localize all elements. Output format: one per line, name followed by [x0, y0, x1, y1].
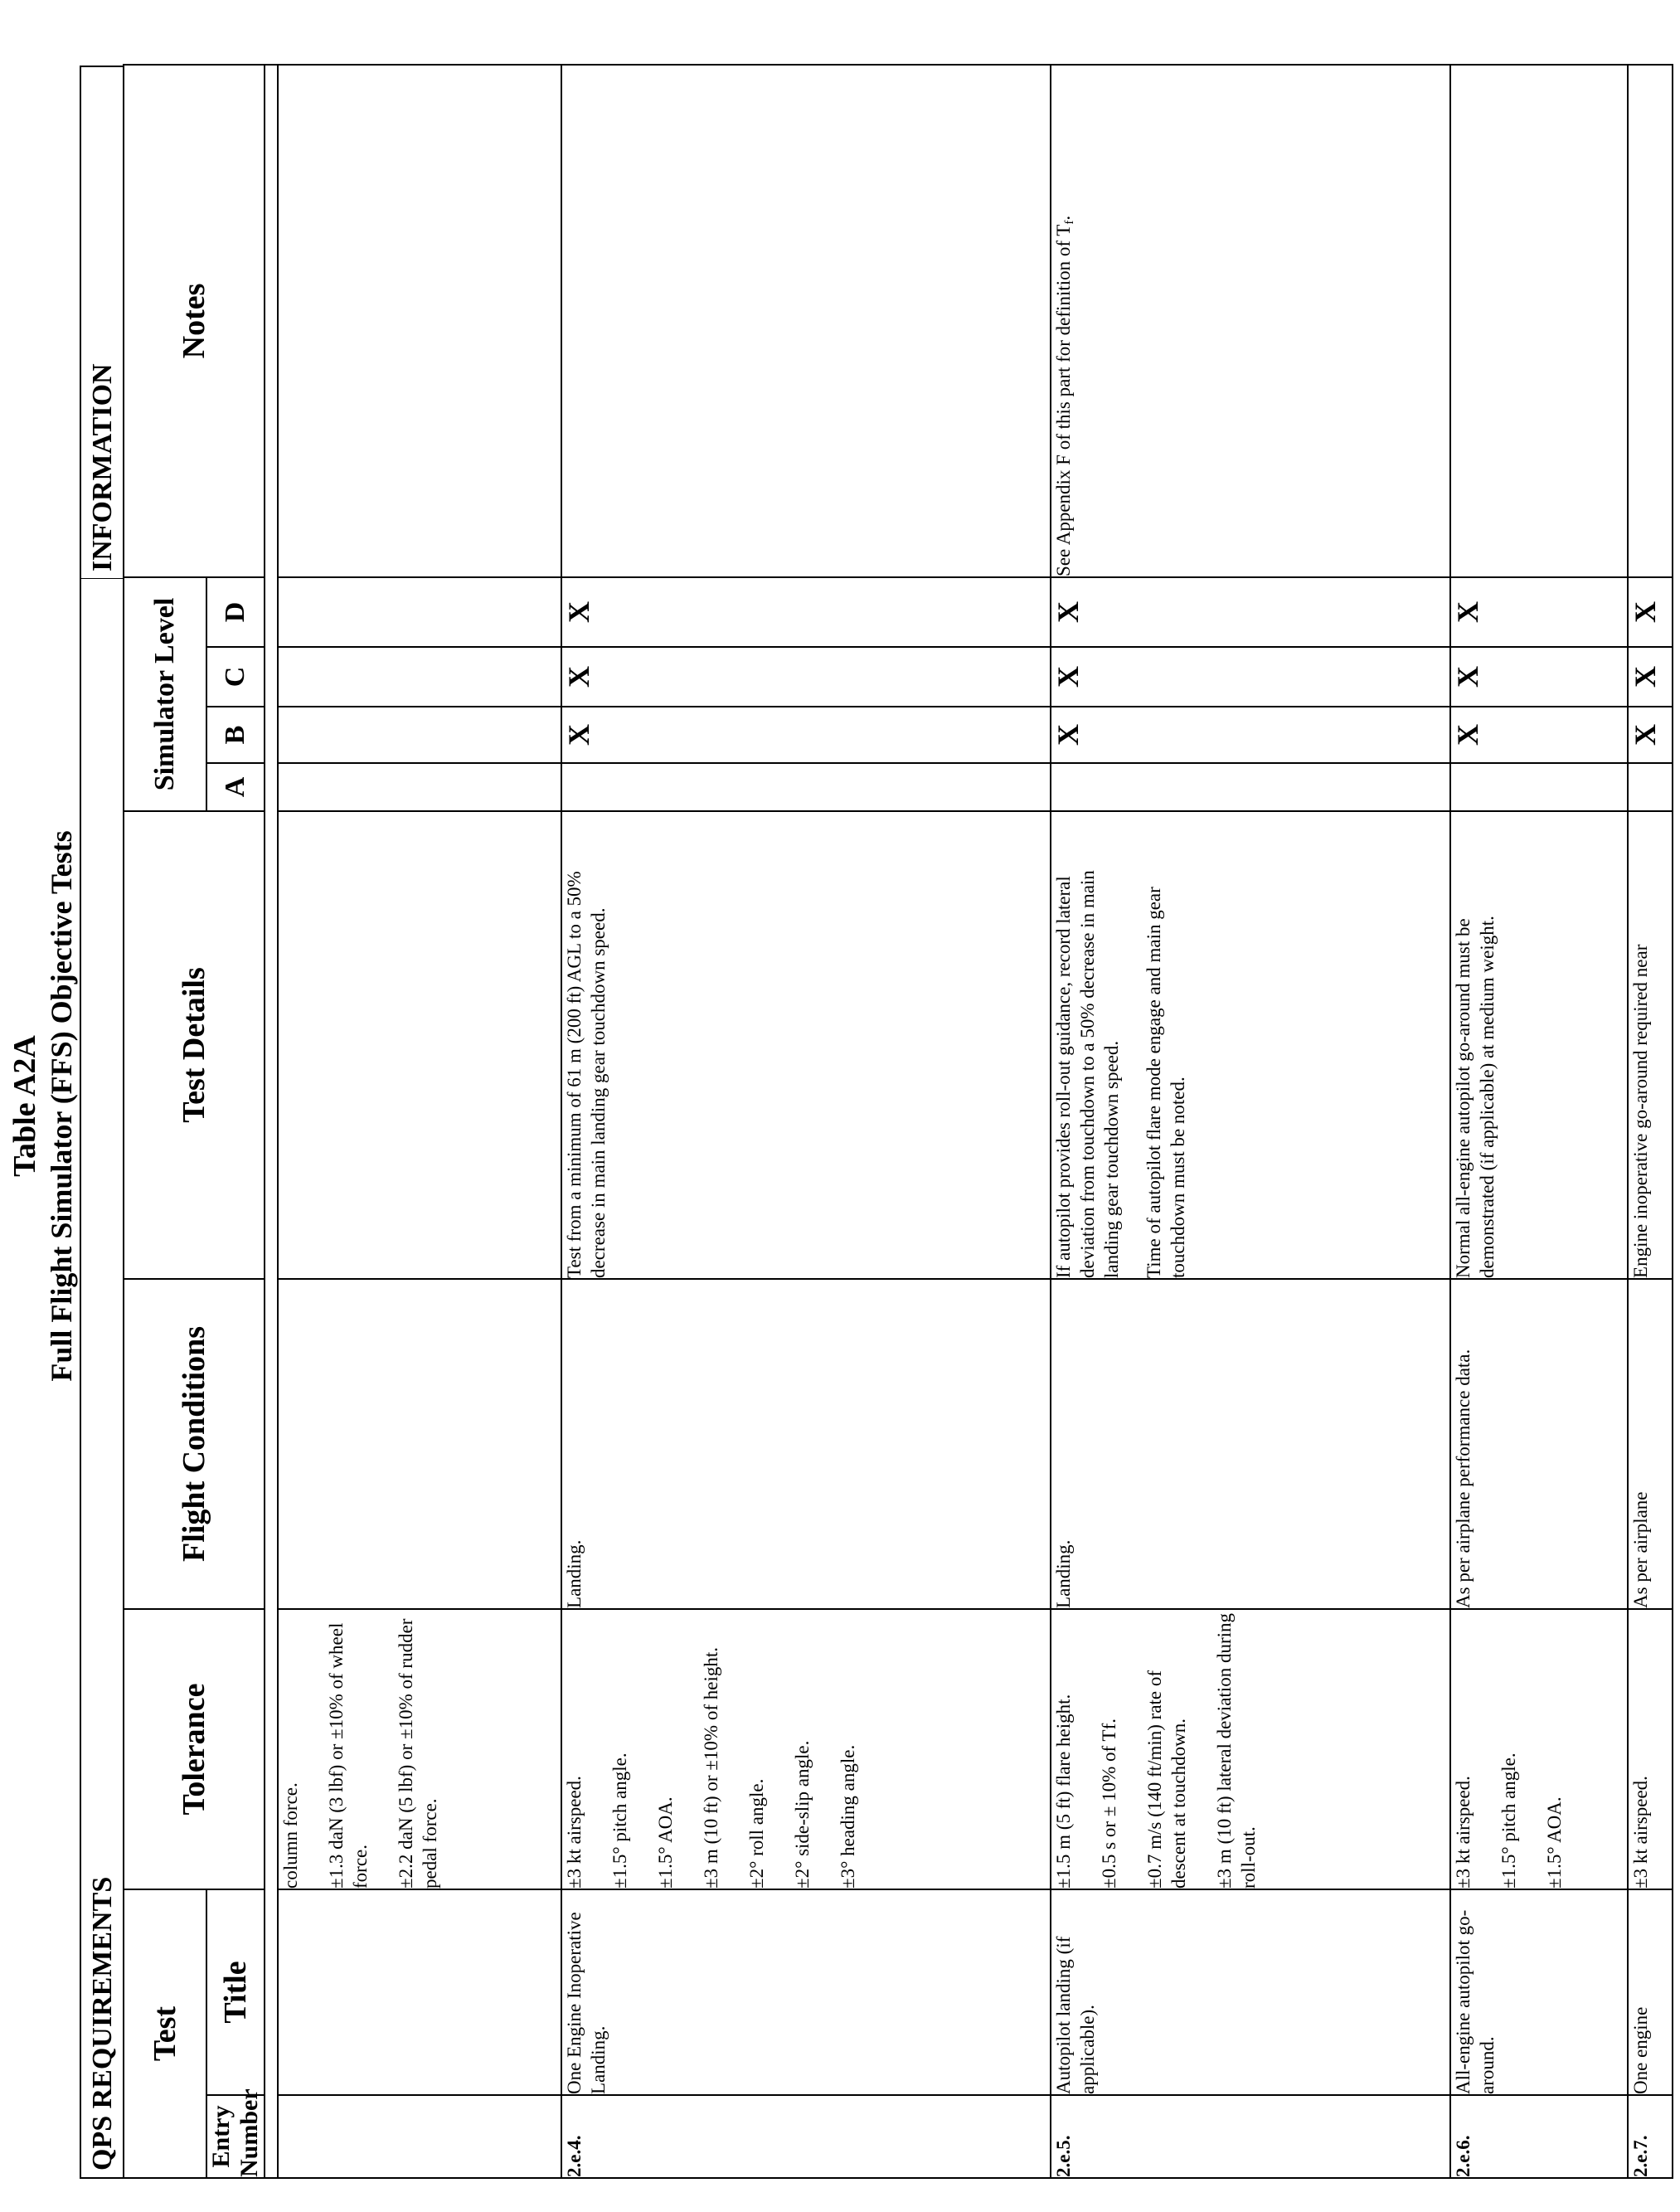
- test-details-text: If autopilot provides roll-out guidance, record lateral deviation from touchdown to a 50% decrease in main landing gear touchdown speed.: [1053, 870, 1122, 1278]
- notes-cell: [1450, 65, 1628, 577]
- notes-cell: [278, 65, 561, 577]
- table-row: [561, 65, 1051, 2178]
- tolerance-item: ±1.5° pitch angle.: [609, 1753, 630, 1889]
- header-test-details: Test Details: [124, 811, 265, 1279]
- tolerance-item: ±2.2 daN (5 lbf) or ±10% of rudder pedal force.: [396, 1618, 440, 1889]
- test-details-cell: [561, 811, 1051, 1279]
- entry-number: 2.e.5.: [1051, 2095, 1450, 2178]
- tolerance-item: ±1.5° AOA.: [1544, 1796, 1565, 1889]
- tolerance-item: ±3 m (10 ft) lateral deviation during roll-out.: [1214, 1613, 1259, 1889]
- level-a-cell: [278, 763, 561, 811]
- information-band: [80, 66, 123, 578]
- test-title: One engine: [1628, 1889, 1673, 2095]
- table-title: Full Flight Simulator (FFS) Objective Tests: [45, 830, 78, 1382]
- tolerance-item: ±3 kt airspeed.: [564, 1776, 585, 1889]
- tolerance-item: ±3 kt airspeed.: [1630, 1776, 1651, 1889]
- tolerance-item: ±1.3 daN (3 lbf) or ±10% of wheel force.: [326, 1622, 371, 1889]
- information-label: INFORMATION: [87, 363, 118, 571]
- test-details-cell: [278, 811, 561, 1279]
- table-id: Table A2A: [7, 1035, 42, 1177]
- level-b-cell: X: [1628, 707, 1673, 763]
- tolerance-item: ±1.5° pitch angle.: [1498, 1753, 1519, 1889]
- entry-number: 2.e.6.: [1450, 2095, 1628, 2178]
- test-details-cell: [1051, 811, 1450, 1279]
- table-row: [1450, 65, 1628, 2178]
- header-level-c: C: [206, 647, 265, 707]
- level-b-cell: X: [561, 707, 1051, 763]
- qps-requirements-band: [80, 578, 123, 2179]
- entry-number: 2.e.7.: [1628, 2095, 1673, 2178]
- notes-cell: [1628, 65, 1673, 577]
- test-details-cell: [1450, 811, 1628, 1279]
- table-row: [1051, 65, 1450, 2178]
- level-b-cell: X: [1450, 707, 1628, 763]
- header-tolerance: Tolerance: [124, 1609, 265, 1889]
- tolerance-item: ±3 kt airspeed.: [1453, 1776, 1474, 1889]
- level-d-cell: X: [561, 577, 1051, 647]
- entry-number: 2.e.4.: [561, 2095, 1051, 2178]
- header-flight-conditions: Flight Conditions: [124, 1279, 265, 1609]
- header-test: Test: [124, 1889, 206, 2178]
- tolerance-item: ±2° roll angle.: [746, 1778, 767, 1889]
- tolerance-cell: [1450, 1609, 1628, 1889]
- objective-tests-table: [123, 64, 1673, 2179]
- test-title: [278, 1889, 561, 2095]
- level-b-cell: X: [1051, 707, 1450, 763]
- level-c-cell: X: [561, 647, 1051, 707]
- table-row: [278, 65, 561, 2178]
- test-details-text: Test from a minimum of 61 m (200 ft) AGL to a 50% decrease in main landing gear touchdown speed.: [564, 871, 609, 1278]
- notes-subscript: f: [1063, 220, 1076, 225]
- flight-conditions-cell: As per airplane performance data.: [1450, 1279, 1628, 1609]
- header-notes: Notes: [124, 65, 265, 577]
- table-row: [1628, 65, 1673, 2178]
- test-title: Autopilot landing (if applicable).: [1051, 1889, 1450, 2095]
- level-a-cell: [1051, 763, 1450, 811]
- header-level-a: A: [206, 763, 265, 811]
- flight-conditions-cell: [278, 1279, 561, 1609]
- notes-text: See Appendix F of this part for definition of T: [1053, 224, 1074, 576]
- tolerance-item: ±1.5° AOA.: [655, 1796, 676, 1889]
- tolerance-item: ±2° side-slip angle.: [792, 1740, 813, 1889]
- test-title: All-engine autopilot go-around.: [1450, 1889, 1628, 2095]
- tolerance-cell: [278, 1609, 561, 1889]
- flight-conditions-cell: Landing.: [1051, 1279, 1450, 1609]
- header-title: Title: [206, 1889, 265, 2095]
- tolerance-cell: [1628, 1609, 1673, 1889]
- level-d-cell: [278, 577, 561, 647]
- level-c-cell: [278, 647, 561, 707]
- flight-conditions-cell: Landing.: [561, 1279, 1051, 1609]
- test-title: One Engine Inoperative Landing.: [561, 1889, 1051, 2095]
- tolerance-item: ±1.5 m (5 ft) flare height.: [1053, 1694, 1074, 1889]
- header-level-d: D: [206, 577, 265, 647]
- level-d-cell: X: [1051, 577, 1450, 647]
- tolerance-cell: [1051, 1609, 1450, 1889]
- qps-requirements-label: QPS REQUIREMENTS: [87, 1876, 118, 2171]
- tolerance-item: ±0.7 m/s (140 ft/min) rate of descent at touchdown.: [1144, 1670, 1189, 1889]
- level-a-cell: [561, 763, 1051, 811]
- level-d-cell: X: [1628, 577, 1673, 647]
- header-entry-number: Entry Number: [207, 2088, 263, 2177]
- notes-cell: [1051, 65, 1450, 577]
- tolerance-item: ±3° heading angle.: [838, 1744, 858, 1889]
- tolerance-item: ±0.5 s or ± 10% of Tf.: [1099, 1719, 1119, 1889]
- test-details-text: Normal all-engine autopilot go-around must be demonstrated (if applicable) at medium weight.: [1453, 916, 1498, 1278]
- notes-cell: [561, 65, 1051, 577]
- test-details-text: Engine inoperative go-around required near: [1630, 944, 1651, 1278]
- tolerance-cell: [561, 1609, 1051, 1889]
- header-simulator-level: Simulator Level: [124, 577, 206, 811]
- level-c-cell: X: [1051, 647, 1450, 707]
- level-a-cell: [1628, 763, 1673, 811]
- tolerance-item: column force.: [280, 1782, 301, 1889]
- level-a-cell: [1450, 763, 1628, 811]
- header-separator: [265, 65, 278, 2178]
- header-level-b: B: [206, 707, 265, 763]
- level-d-cell: X: [1450, 577, 1628, 647]
- level-c-cell: X: [1450, 647, 1628, 707]
- level-b-cell: [278, 707, 561, 763]
- test-details-text: Time of autopilot flare mode engage and main gear touchdown must be noted.: [1143, 887, 1188, 1278]
- level-c-cell: X: [1628, 647, 1673, 707]
- test-details-cell: [1628, 811, 1673, 1279]
- entry-number: [278, 2095, 561, 2178]
- flight-conditions-cell: As per airplane: [1628, 1279, 1673, 1609]
- notes-end: .: [1053, 215, 1074, 221]
- tolerance-item: ±3 m (10 ft) or ±10% of height.: [701, 1647, 721, 1889]
